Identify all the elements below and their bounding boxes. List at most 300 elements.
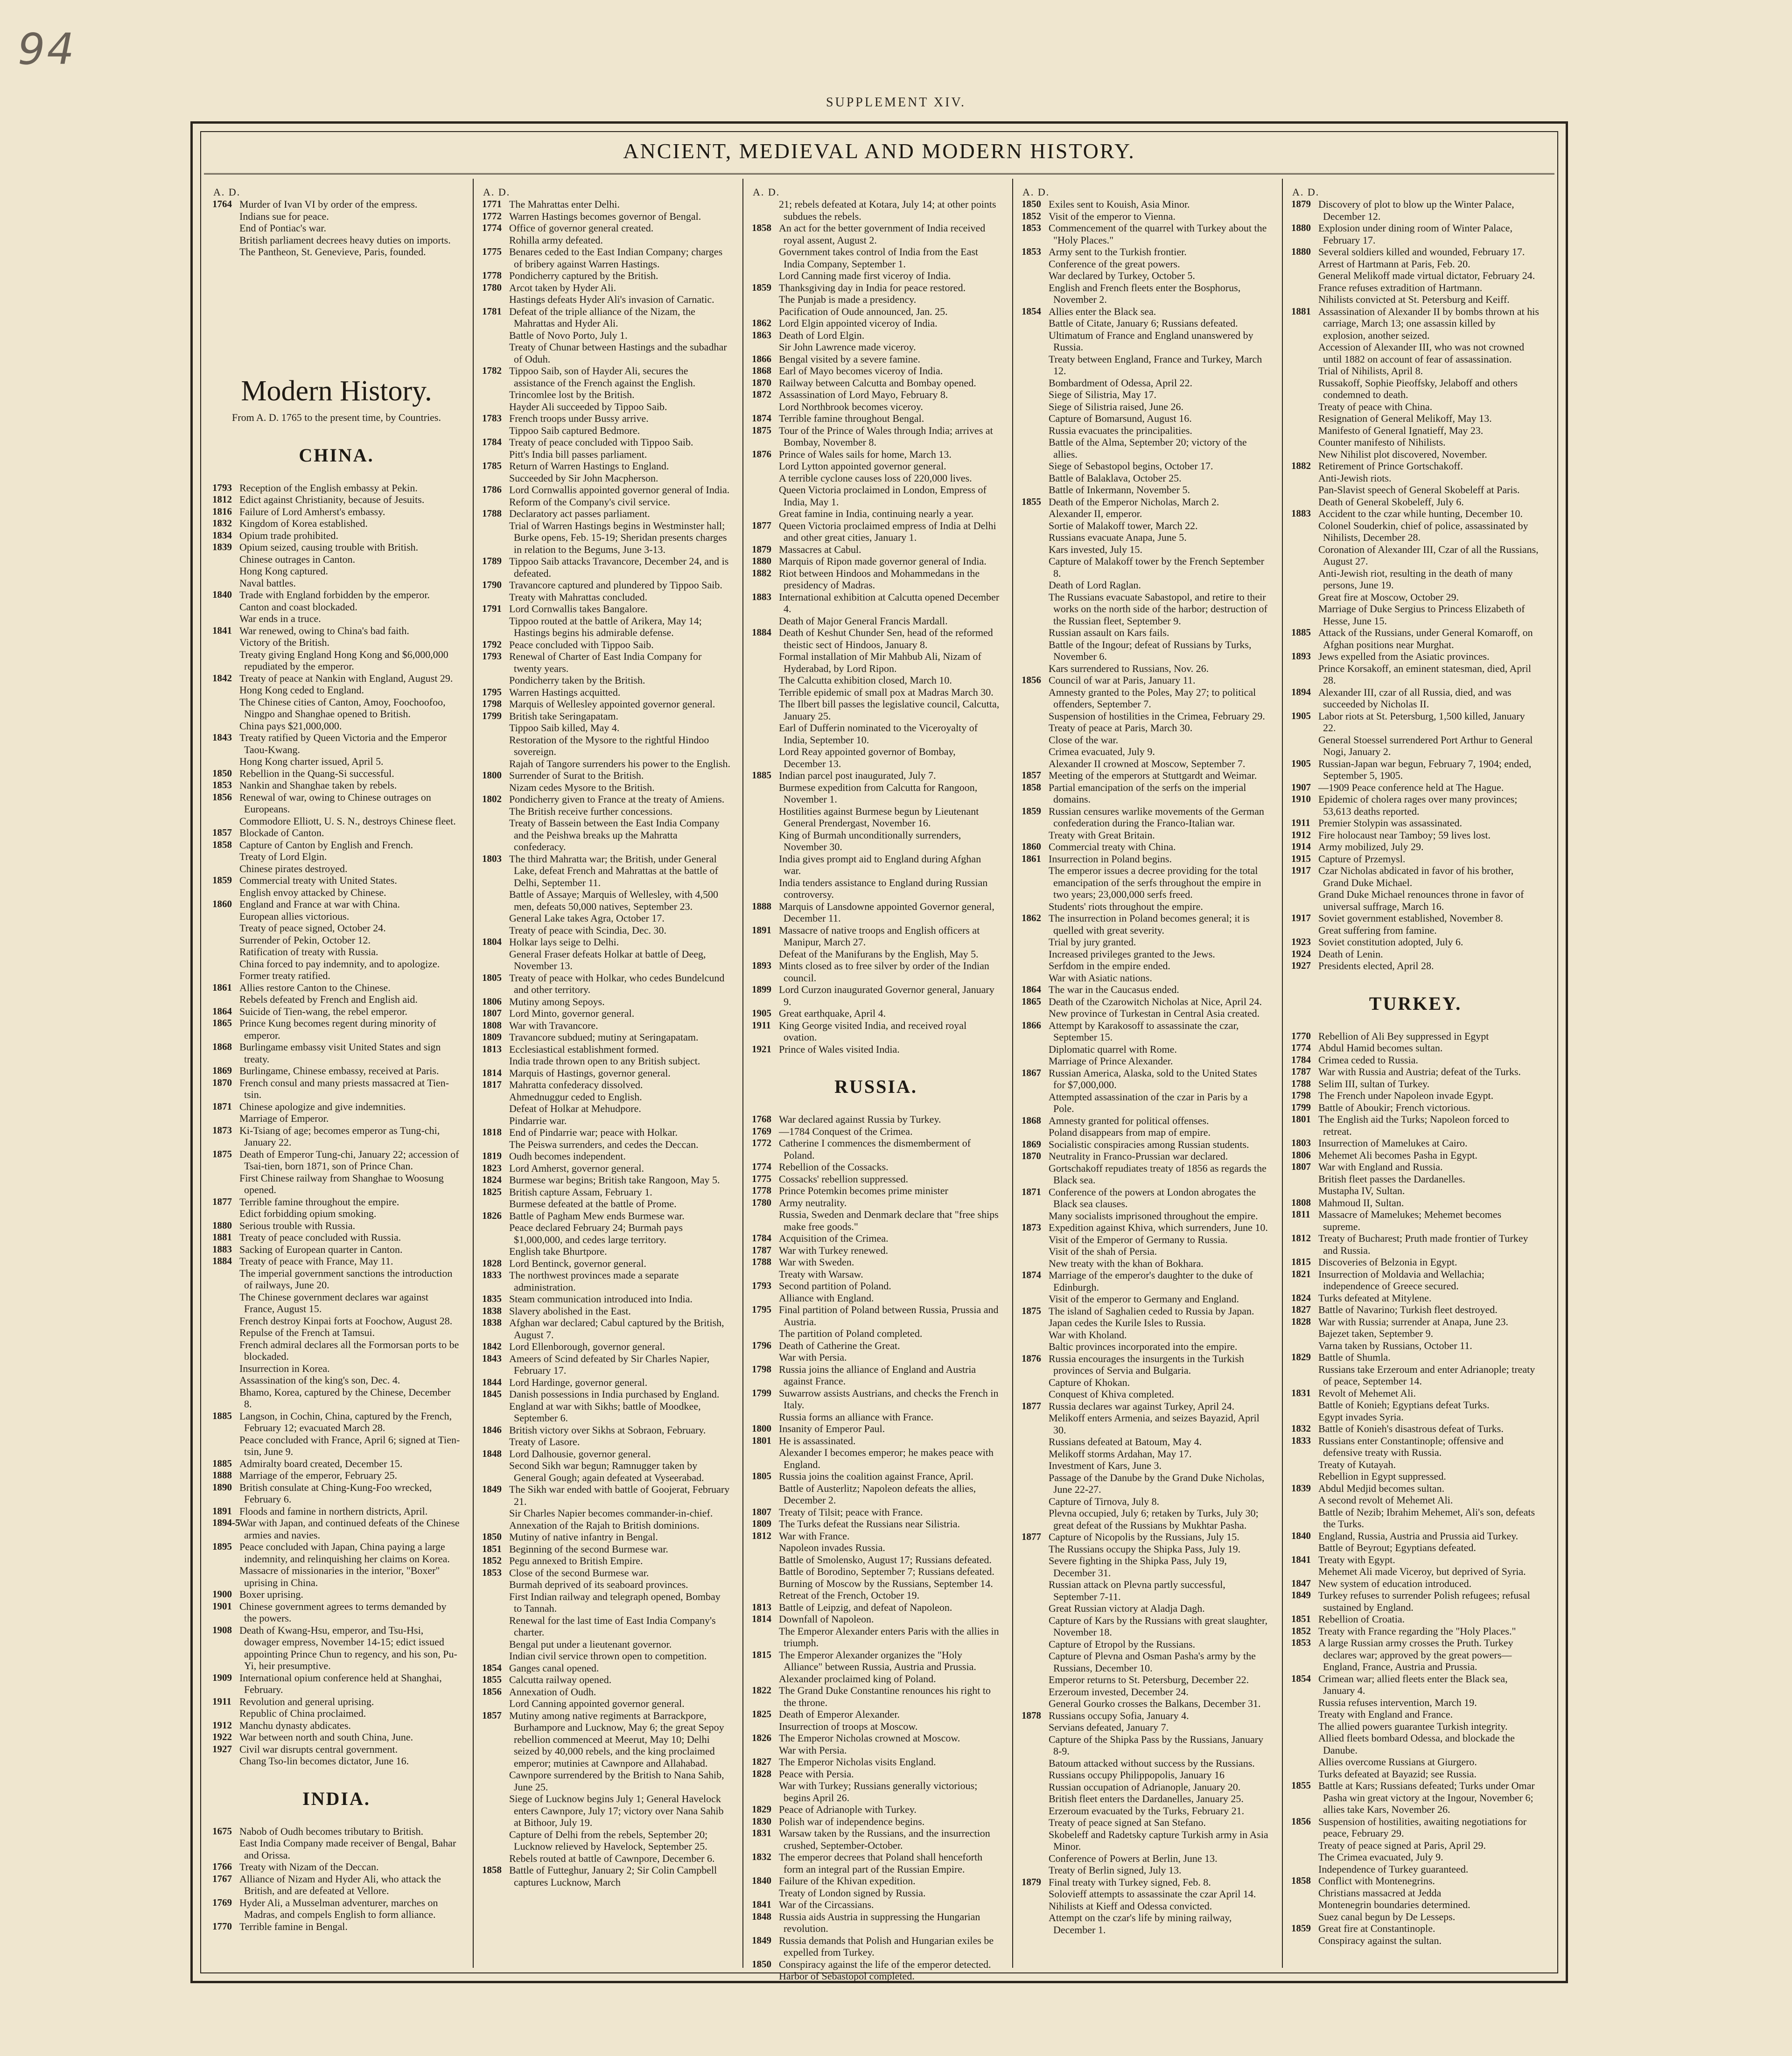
entry-text: Burmese defeated at the battle of Prome. bbox=[509, 1198, 677, 1210]
entry-year: 1815 bbox=[752, 1649, 771, 1660]
entry-year bbox=[210, 887, 241, 899]
history-entry bbox=[1020, 1864, 1272, 1876]
entry-text: Counter manifesto of Nihilists. bbox=[1318, 436, 1446, 448]
entry-text: Treaty ratified by Queen Victoria and the Emperor Taou-Kwang. bbox=[239, 732, 447, 755]
entry-text: Attempt on the czar's life by mining railway, December 1. bbox=[1049, 1912, 1232, 1936]
entry-text: Annexation of the Rajah to British dominions. bbox=[509, 1519, 700, 1531]
entry-text: Solovieff attempts to assassinate the czar April 14. bbox=[1049, 1888, 1256, 1900]
entry-text: Kingdom of Korea established. bbox=[239, 517, 368, 529]
entry-text: The Emperor Nicholas visits England. bbox=[779, 1756, 936, 1768]
history-entry bbox=[1289, 1530, 1541, 1542]
history-entry bbox=[1289, 1780, 1541, 1816]
entry-text: India trade thrown open to any British subject. bbox=[509, 1055, 700, 1067]
entry-text: Renewal for the last time of East India Company's charter. bbox=[509, 1614, 716, 1638]
entry-year bbox=[210, 649, 241, 672]
entry-year: 1924 bbox=[1291, 948, 1311, 959]
entry-year bbox=[480, 425, 511, 437]
entry-text: Napoleon invades Russia. bbox=[779, 1542, 885, 1553]
entry-year bbox=[480, 1650, 511, 1662]
history-entry bbox=[1020, 1377, 1272, 1389]
entry-year bbox=[1020, 401, 1050, 413]
history-entry bbox=[480, 222, 732, 234]
entry-text: Epidemic of cholera rages over many provinces; 53,613 deaths reported. bbox=[1318, 793, 1518, 817]
entry-text: —1784 Conquest of the Crimea. bbox=[779, 1125, 913, 1137]
history-entry bbox=[210, 982, 462, 994]
entry-text: Battle of Smolensko, August 17; Russians defeated. bbox=[779, 1553, 992, 1566]
entry-year bbox=[480, 1103, 511, 1115]
history-entry bbox=[750, 853, 1002, 877]
entry-year: 1798 bbox=[482, 698, 502, 709]
entry-text: War declared against Russia by Turkey. bbox=[779, 1113, 941, 1125]
entry-text: Russia joins the alliance of England and Austria against France. bbox=[779, 1363, 976, 1387]
entry-text: Mahmoud II, Sultan. bbox=[1318, 1196, 1404, 1209]
history-entry bbox=[1289, 222, 1541, 246]
entry-text: Peace concluded with Japan, China paying a large indemnity, and relinquishing her claims on Korea. bbox=[239, 1541, 450, 1565]
entry-text: Insanity of Emperor Paul. bbox=[779, 1423, 885, 1434]
entry-text: Railway between Calcutta and Bombay opened. bbox=[779, 377, 976, 389]
entry-year bbox=[1289, 1506, 1320, 1530]
entry-text: Pan-Slavist speech of General Skobeleff at Paris. bbox=[1318, 484, 1520, 496]
entry-text: Japan cedes the Kurile Isles to Russia. bbox=[1049, 1317, 1206, 1329]
history-entry bbox=[480, 912, 732, 924]
entry-text: Lord Amherst, governor general. bbox=[509, 1162, 644, 1174]
history-entry bbox=[1020, 1460, 1272, 1472]
entry-year bbox=[1020, 1817, 1050, 1829]
history-entry bbox=[1289, 448, 1541, 461]
history-entry bbox=[210, 1731, 462, 1743]
entry-year: 1858 bbox=[1022, 781, 1041, 793]
entry-year bbox=[1020, 282, 1050, 306]
history-entry bbox=[210, 1374, 462, 1386]
entry-text: General Gourko crosses the Balkans, December 31. bbox=[1049, 1698, 1261, 1709]
entry-year: 1851 bbox=[482, 1543, 502, 1554]
history-entry bbox=[210, 1255, 462, 1267]
entry-year: 1784 bbox=[482, 436, 502, 448]
entry-text: Peace concluded with France, April 6; signed at Tien-tsin, June 9. bbox=[239, 1434, 460, 1457]
entry-text: Lord Cornwallis takes Bangalore. bbox=[509, 603, 648, 615]
entry-text: —1909 Peace conference held at The Hague. bbox=[1318, 781, 1504, 793]
entry-text: Acquisition of the Crimea. bbox=[779, 1232, 889, 1244]
entry-year: 1927 bbox=[1291, 960, 1311, 971]
history-entry bbox=[750, 650, 1002, 674]
entry-text: The emperor issues a decree providing for the total emancipation of the serfs throughout the empire in two years; 23,000,000 serfs freed. bbox=[1049, 865, 1261, 900]
history-entry bbox=[480, 1126, 732, 1139]
entry-text: Servians defeated, January 7. bbox=[1049, 1721, 1169, 1733]
history-entry bbox=[480, 472, 732, 484]
entry-text: Crimean war; allied fleets enter the Black sea, January 4. bbox=[1318, 1672, 1508, 1696]
history-entry bbox=[210, 1588, 462, 1601]
entry-text: Russian attack on Plevna partly successful, September 7-11. bbox=[1049, 1579, 1225, 1602]
entry-text: Capture of Malakoff tower by the French September 8. bbox=[1049, 555, 1265, 579]
entry-year bbox=[210, 1208, 241, 1220]
history-entry bbox=[1020, 1912, 1272, 1936]
entry-text: Afghan war declared; Cabul captured by the British, August 7. bbox=[509, 1317, 724, 1341]
history-entry bbox=[750, 782, 1002, 805]
history-entry bbox=[210, 720, 462, 732]
history-entry bbox=[480, 1853, 732, 1865]
history-entry bbox=[210, 1505, 462, 1518]
history-entry bbox=[480, 425, 732, 437]
entry-text: Abdul Medjid becomes sultan. bbox=[1318, 1482, 1445, 1494]
entry-text: Explosion under dining room of Winter Palace, February 17. bbox=[1318, 222, 1513, 246]
history-entry bbox=[1289, 1887, 1541, 1899]
entry-text: New province of Turkestan in Central Asia created. bbox=[1049, 1007, 1260, 1019]
entry-text: French admiral declares all the Formorsan ports to be blockaded. bbox=[239, 1338, 459, 1362]
entry-year bbox=[480, 615, 511, 639]
entry-year bbox=[1289, 448, 1320, 461]
entry-year: 1808 bbox=[482, 1019, 502, 1031]
history-entry bbox=[210, 613, 462, 625]
history-entry bbox=[1020, 1674, 1272, 1686]
entry-text: French troops under Bussy arrive. bbox=[509, 413, 649, 424]
entry-text: Naval battles. bbox=[239, 577, 296, 589]
history-entry bbox=[1289, 1863, 1541, 1875]
entry-text: Melikoff storms Ardahan, May 17. bbox=[1049, 1448, 1192, 1460]
entry-text: Arrest of Hartmann at Paris, Feb. 20. bbox=[1318, 258, 1470, 270]
entry-text: Marquis of Ripon made governor general of India. bbox=[779, 555, 987, 567]
entry-year bbox=[1020, 508, 1050, 520]
entry-text: Marriage of the emperor's daughter to the duke of Edinburgh. bbox=[1049, 1269, 1253, 1293]
entry-year: 1841 bbox=[752, 1899, 771, 1910]
entry-year: 1912 bbox=[212, 1719, 232, 1731]
entry-year bbox=[480, 520, 511, 556]
entry-year bbox=[1020, 1793, 1050, 1805]
history-entry bbox=[480, 1567, 732, 1579]
entry-year bbox=[480, 448, 511, 461]
entry-text: Lord Canning appointed governor general. bbox=[509, 1698, 685, 1709]
entry-text: Allies restore Canton to the Chinese. bbox=[239, 981, 391, 993]
entry-year bbox=[1289, 1911, 1320, 1923]
history-entry bbox=[1289, 270, 1541, 282]
history-entry bbox=[210, 1825, 462, 1838]
history-entry bbox=[480, 615, 732, 639]
history-entry bbox=[480, 1436, 732, 1448]
entry-year: 1824 bbox=[1291, 1292, 1311, 1303]
entry-text: Jews expelled from the Asiatic provinces. bbox=[1318, 650, 1490, 662]
ad-label: A. D. bbox=[213, 186, 241, 198]
entry-year bbox=[1020, 1853, 1050, 1865]
china-section-title: CHINA. bbox=[299, 444, 374, 466]
entry-year: 1866 bbox=[1022, 1019, 1041, 1031]
entry-text: Visit of the emperor to Vienna. bbox=[1049, 210, 1176, 222]
history-entry bbox=[1020, 782, 1272, 805]
entry-year bbox=[1020, 1460, 1050, 1472]
entry-text: The allied powers guarantee Turkish integrity. bbox=[1318, 1720, 1508, 1732]
entry-text: Trial of Nihilists, April 8. bbox=[1318, 365, 1423, 377]
entry-year bbox=[1289, 472, 1320, 484]
history-entry bbox=[1289, 1625, 1541, 1637]
entry-text: Passage of the Danube by the Grand Duke Nicholas, June 22-27. bbox=[1049, 1471, 1265, 1495]
history-entry bbox=[1289, 1756, 1541, 1768]
history-entry bbox=[750, 1340, 1002, 1352]
entry-text: Ameers of Scind defeated by Sir Charles Napier, February 17. bbox=[509, 1352, 710, 1376]
history-entry bbox=[480, 1377, 732, 1389]
history-entry bbox=[1289, 1054, 1541, 1066]
history-entry bbox=[1020, 258, 1272, 270]
entry-year: 1807 bbox=[1291, 1161, 1311, 1172]
entry-year: 1871 bbox=[212, 1100, 232, 1112]
entry-year: 1780 bbox=[752, 1196, 771, 1208]
entry-text: Treaty with France regarding the "Holy Places." bbox=[1318, 1625, 1516, 1637]
entry-text: The English aid the Turks; Napoleon forced to retreat. bbox=[1318, 1113, 1509, 1137]
entry-text: Christians massacred at Jedda bbox=[1318, 1887, 1442, 1899]
entry-text: The Pantheon, St. Genevieve, Paris, founded. bbox=[239, 246, 426, 258]
entry-text: Treaty of Bassein between the East India Company and the Peishwa breaks up the Mahratta confederacy. bbox=[509, 817, 720, 853]
entry-year bbox=[1289, 282, 1320, 294]
entry-year bbox=[750, 1483, 781, 1506]
entry-text: Bhamo, Korea, captured by the Chinese, December 8. bbox=[239, 1386, 451, 1410]
history-entry bbox=[480, 365, 732, 389]
entry-text: Soviet government established, November 8. bbox=[1318, 912, 1503, 924]
entry-year: 1806 bbox=[1291, 1149, 1311, 1161]
entry-text: Coronation of Alexander III, Czar of all the Russians, August 27. bbox=[1318, 543, 1539, 567]
entry-text: Pondicherry taken by the British. bbox=[509, 674, 645, 686]
history-entry bbox=[1289, 1364, 1541, 1387]
history-entry bbox=[1020, 1317, 1272, 1329]
entry-text: Tippoo Saib, son of Hayder Ali, secures the assistance of the French against the English. bbox=[509, 365, 696, 389]
entry-year: 1803 bbox=[1291, 1137, 1311, 1148]
entry-text: Great suffering from famine. bbox=[1318, 924, 1437, 936]
entry-year: 1780 bbox=[482, 281, 502, 293]
entry-text: War renewed, owing to China's bad faith. bbox=[239, 624, 409, 636]
history-entry bbox=[1020, 769, 1272, 782]
entry-text: Opium trade prohibited. bbox=[239, 529, 339, 541]
entry-year: 1813 bbox=[482, 1043, 502, 1055]
entry-year bbox=[210, 222, 241, 234]
entry-text: Turks defeated at Bayazid; see Russia. bbox=[1318, 1768, 1477, 1780]
history-entry bbox=[210, 1101, 462, 1113]
entry-text: Nihilists at Kieff and Odessa convicted. bbox=[1049, 1900, 1212, 1912]
history-entry bbox=[1289, 1197, 1541, 1209]
entry-year: 1888 bbox=[752, 900, 771, 912]
entry-text: The island of Saghalien ceded to Russia by Japan. bbox=[1049, 1305, 1254, 1317]
history-entry bbox=[1020, 1876, 1272, 1888]
entry-year bbox=[750, 615, 781, 627]
entry-year: 1849 bbox=[752, 1934, 771, 1946]
entry-text: The French under Napoleon invade Egypt. bbox=[1318, 1090, 1494, 1101]
entry-year: 1873 bbox=[212, 1124, 232, 1136]
entry-text: Admiralty board created, December 15. bbox=[239, 1457, 403, 1469]
entry-year bbox=[750, 401, 781, 413]
entry-year bbox=[1020, 1912, 1050, 1936]
entry-text: The Crimea evacuated, July 9. bbox=[1318, 1851, 1443, 1863]
entry-year bbox=[1020, 1650, 1050, 1674]
history-entry bbox=[1289, 841, 1541, 853]
history-entry bbox=[480, 1460, 732, 1483]
entry-text: Selim III, sultan of Turkey. bbox=[1318, 1077, 1430, 1090]
entry-year: 1812 bbox=[752, 1530, 771, 1541]
entry-text: Calcutta railway opened. bbox=[509, 1674, 612, 1685]
history-entry bbox=[750, 1970, 1002, 1982]
history-entry bbox=[1289, 1494, 1541, 1506]
history-entry bbox=[1289, 888, 1541, 912]
entry-text: Treaty of peace concluded with Tippoo Saib. bbox=[509, 436, 693, 448]
history-entry bbox=[750, 544, 1002, 556]
history-entry bbox=[750, 1387, 1002, 1411]
entry-year: 1853 bbox=[1291, 1637, 1311, 1648]
entry-text: War ends in a truce. bbox=[239, 613, 321, 624]
history-entry bbox=[480, 1103, 732, 1115]
entry-text: Sortie of Malakoff tower, March 22. bbox=[1049, 519, 1198, 531]
entry-year bbox=[1020, 1734, 1050, 1757]
history-entry bbox=[210, 1897, 462, 1921]
entry-year bbox=[210, 851, 241, 863]
entry-text: Blockade of Canton. bbox=[239, 827, 324, 839]
history-entry bbox=[1289, 436, 1541, 448]
entry-text: Accident to the czar while hunting, December 10. bbox=[1318, 508, 1523, 519]
entry-text: Declaratory act passes parliament. bbox=[509, 508, 650, 519]
entry-year: 1848 bbox=[752, 1910, 771, 1922]
entry-year bbox=[1020, 1377, 1050, 1389]
entry-text: Prince Kung becomes regent during minority of emperor. bbox=[239, 1017, 436, 1041]
entry-year bbox=[210, 815, 241, 827]
entry-text: France refuses extradition of Hartmann. bbox=[1318, 281, 1483, 294]
entry-year bbox=[750, 1566, 781, 1578]
entry-year: 1786 bbox=[482, 484, 502, 495]
entry-year bbox=[480, 1793, 511, 1829]
history-entry bbox=[1289, 1483, 1541, 1495]
entry-text: War declared by Turkey, October 5. bbox=[1049, 270, 1195, 281]
entry-year: 1911 bbox=[212, 1695, 231, 1707]
history-entry bbox=[1020, 1805, 1272, 1817]
history-entry bbox=[1289, 1554, 1541, 1566]
entry-year bbox=[750, 877, 781, 901]
entry-year: 1788 bbox=[1291, 1077, 1311, 1089]
entry-text: Accession of Alexander III, who was not crowned until 1882 on account of fear of assassination. bbox=[1318, 341, 1525, 365]
entry-text: Treaty of peace with Scindia, Dec. 30. bbox=[509, 924, 667, 936]
history-entry bbox=[750, 508, 1002, 520]
entry-text: Queen Victoria proclaimed empress of India at Delhi and other great cities, January 1. bbox=[779, 519, 996, 543]
entry-text: Queen Victoria proclaimed in London, Empress of India, May 1. bbox=[779, 484, 987, 508]
entry-year: 1865 bbox=[212, 1017, 232, 1028]
entry-text: Restoration of the Mysore to the rightful Hindoo sovereign. bbox=[509, 734, 709, 757]
entry-year: 1801 bbox=[1291, 1113, 1311, 1125]
entry-text: 21; rebels defeated at Kotara, July 14; at other points subdues the rebels. bbox=[779, 198, 996, 222]
entry-year: 1784 bbox=[752, 1232, 771, 1244]
entry-year bbox=[480, 758, 511, 770]
entry-year: 1840 bbox=[212, 589, 232, 600]
entry-text: Treaty of Chunar between Hastings and the subadhar of Oduh. bbox=[509, 341, 727, 365]
entry-year: 1841 bbox=[1291, 1553, 1311, 1565]
entry-text: Conquest of Khiva completed. bbox=[1049, 1388, 1174, 1400]
entry-text: Conspiracy against the life of the emperor detected. bbox=[779, 1958, 991, 1970]
entry-text: Failure of Lord Amherst's embassy. bbox=[239, 505, 385, 517]
history-entry bbox=[750, 1732, 1002, 1744]
history-entry bbox=[750, 686, 1002, 699]
entry-year: 1911 bbox=[752, 1019, 771, 1031]
entry-year: 1819 bbox=[482, 1150, 502, 1161]
history-entry bbox=[1020, 1496, 1272, 1508]
entry-year: 1846 bbox=[482, 1424, 502, 1435]
entry-text: English take Bhurtpore. bbox=[509, 1245, 607, 1257]
entry-text: The northwest provinces made a separate administration. bbox=[509, 1269, 679, 1293]
history-entry bbox=[750, 246, 1002, 270]
entry-year bbox=[480, 389, 511, 401]
entry-year bbox=[1020, 425, 1050, 437]
history-entry bbox=[210, 530, 462, 542]
history-entry bbox=[1289, 686, 1541, 710]
history-entry bbox=[480, 769, 732, 782]
history-entry bbox=[210, 1458, 462, 1470]
history-entry bbox=[1289, 627, 1541, 650]
entry-text: Many socialists imprisoned throughout the empire. bbox=[1049, 1210, 1258, 1222]
entry-year: 1851 bbox=[1291, 1613, 1311, 1624]
history-entry bbox=[1020, 841, 1272, 853]
entry-text: Attempt by Karakosoff to assassinate the czar, September 15. bbox=[1049, 1019, 1239, 1043]
entry-text: Suez canal begun by De Lesseps. bbox=[1318, 1910, 1456, 1923]
entry-text: Treaty of Tilsit; peace with France. bbox=[779, 1506, 923, 1518]
entry-text: Meeting of the emperors at Stuttgardt and Weimar. bbox=[1049, 769, 1257, 781]
history-entry bbox=[480, 698, 732, 710]
history-entry bbox=[750, 365, 1002, 377]
entry-text: Lord Northbrook becomes viceroy. bbox=[779, 400, 923, 413]
entry-text: Chinese apologize and give indemnities. bbox=[239, 1100, 406, 1112]
column-divider bbox=[473, 179, 474, 1968]
history-entry bbox=[210, 210, 462, 223]
entry-year bbox=[480, 1198, 511, 1210]
history-entry bbox=[1289, 1268, 1541, 1292]
entry-text: England at war with Sikhs; battle of Moodkee, September 6. bbox=[509, 1400, 701, 1424]
entry-year: 1853 bbox=[1022, 222, 1041, 233]
entry-year: 1850 bbox=[482, 1531, 502, 1542]
history-entry bbox=[1020, 948, 1272, 960]
history-entry bbox=[1020, 1139, 1272, 1151]
entry-text: Siege of Silistria raised, June 26. bbox=[1049, 400, 1184, 413]
entry-text: Treaty of peace signed at San Stefano. bbox=[1049, 1817, 1206, 1828]
entry-text: Close of the second Burmese war. bbox=[509, 1566, 649, 1579]
history-entry bbox=[480, 1305, 732, 1317]
entry-year: 1767 bbox=[212, 1873, 232, 1884]
entry-text: Terrible epidemic of small pox at Madras March 30. bbox=[779, 686, 994, 698]
entry-year: 1804 bbox=[482, 936, 502, 947]
history-entry bbox=[210, 601, 462, 613]
column-divider bbox=[742, 179, 743, 1968]
history-entry bbox=[210, 1720, 462, 1732]
entry-text: He is assassinated. bbox=[779, 1434, 856, 1447]
entry-year: 1880 bbox=[1291, 222, 1311, 233]
entry-year: 1774 bbox=[1291, 1042, 1311, 1053]
history-entry bbox=[480, 1091, 732, 1103]
history-entry bbox=[210, 649, 462, 672]
entry-text: Melikoff enters Armenia, and seizes Bayazid, April 30. bbox=[1049, 1412, 1260, 1436]
entry-year bbox=[210, 1386, 241, 1410]
entry-year bbox=[1020, 758, 1050, 770]
history-entry bbox=[1020, 591, 1272, 627]
history-entry bbox=[480, 1424, 732, 1436]
history-entry bbox=[210, 934, 462, 946]
entry-year: 1789 bbox=[482, 555, 502, 566]
history-entry bbox=[480, 1579, 732, 1591]
history-entry bbox=[480, 1829, 732, 1853]
history-entry bbox=[1020, 1650, 1272, 1674]
ad-label: A. D. bbox=[753, 186, 780, 198]
history-entry bbox=[210, 755, 462, 768]
entry-text: Trade with England forbidden by the emperor. bbox=[239, 589, 430, 601]
history-entry bbox=[1289, 1851, 1541, 1863]
history-entry bbox=[750, 1589, 1002, 1601]
entry-text: Treaty with Warsaw. bbox=[779, 1268, 863, 1280]
entry-year: 1769 bbox=[212, 1896, 232, 1908]
entry-year: 1868 bbox=[752, 365, 771, 376]
history-entry bbox=[210, 1244, 462, 1256]
entry-year bbox=[1020, 1769, 1050, 1781]
entry-year bbox=[1020, 734, 1050, 746]
history-entry bbox=[750, 1232, 1002, 1245]
entry-year bbox=[1289, 1768, 1320, 1780]
entry-text: Defeat of Holkar at Mehudpore. bbox=[509, 1103, 641, 1114]
entry-year: 1814 bbox=[482, 1067, 502, 1078]
history-entry bbox=[1289, 1768, 1541, 1780]
